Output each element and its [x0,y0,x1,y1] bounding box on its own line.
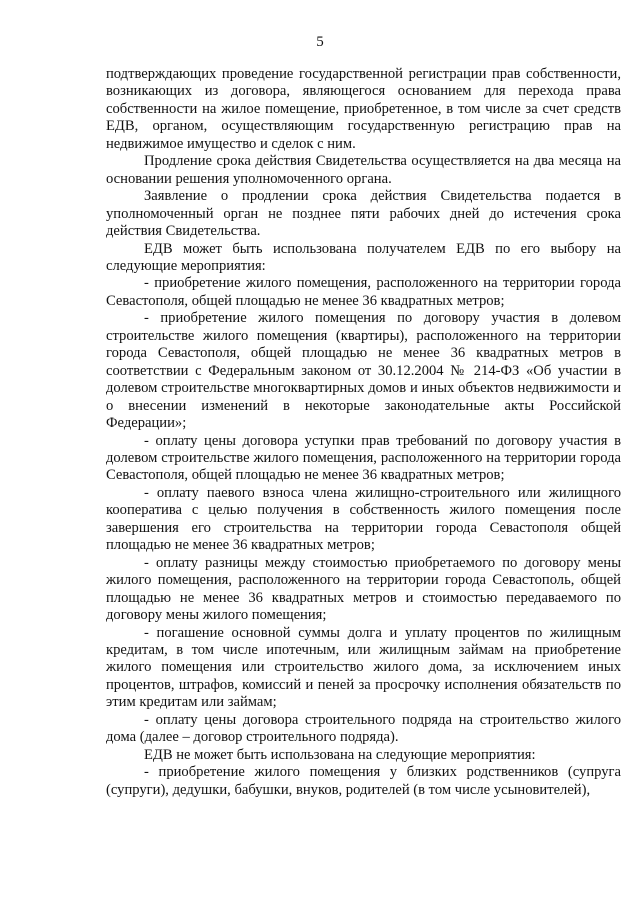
paragraph-certificate-extension: Продление срока действия Свидетельства осуществляется на два месяца на основании решения уполномоченного органа. [106,153,621,187]
paragraph-registration-continuation: подтверждающих проведение государственной регистрации прав собственности, возникающих из договора, являющегося основанием для перехода права собственности на жилое помещение, приобретенное, в том числе за счет средств ЕДВ, органом, осуществляющим государственную регистрацию прав на недвижимое имущество и сделок с ним. [106,66,621,152]
document-body [106,66,621,799]
list-item-assignment-of-rights: - оплату цены договора уступки прав требований по договору участия в долевом строительстве жилого помещения, расположенного на территории города Севастополя, общей площадью не менее 36 квадратных метров; [106,432,621,484]
list-item-shared-construction: - приобретение жилого помещения по договору участия в долевом строительстве жилого помещения (квартиры), расположенного на территории города Севастополя, общей площадью не менее 36 квадратных метров в соответствии с Федеральным законом от 30.12.2004 № 214-ФЗ «Об участии в долевом строительстве многоквартирных домов и иных объектов недвижимости и о внесении изменений в некоторые законодательные акты Российской Федерации»; [106,310,621,432]
list-item-purchase-from-relatives: - приобретение жилого помещения у близких родственников (супруга (супруги), дедушки, бабушки, внуков, родителей (в том числе усыновителей), [106,764,621,798]
list-item-loan-repayment: - погашение основной суммы долга и уплату процентов по жилищным кредитам, в том числе ипотечным, или жилищным займам на приобретение жилого помещения или строительство жилого дома, за исключением иных процентов, штрафов, комиссий и пеней за просрочку исполнения обязательств по этим кредитам или займам; [106,624,621,711]
paragraph-disallowed-uses-intro: ЕДВ не может быть использована на следующие мероприятия: [144,746,536,763]
list-item-purchase-dwelling: - приобретение жилого помещения, расположенного на территории города Севастополя, общей площадью не менее 36 квадратных метров; [106,275,621,309]
paragraph-extension-application: Заявление о продлении срока действия Свидетельства подается в уполномоченный орган не позднее пяти рабочих дней до истечения срока действия Свидетельства. [106,188,621,240]
list-item-cooperative-share: - оплату паевого взноса члена жилищно-строительного или жилищного кооператива с целью получения в собственность жилого помещения после завершения его строительства на территории города Севастополя общей площадью не менее 36 квадратных метров; [106,484,621,554]
page-number: 5 [316,34,324,50]
list-item-construction-contract: - оплату цены договора строительного подряда на строительство жилого дома (далее – договор строительного подряда). [106,711,621,746]
paragraph-allowed-uses-intro: ЕДВ может быть использована получателем ЕДВ по его выбору на следующие мероприятия: [106,240,621,274]
list-item-exchange-difference: - оплату разницы между стоимостью приобретаемого по договору мены жилого помещения, расположенного на территории города Севастополь, общей площадью не менее 36 квадратных метров и стоимостью передаваемого по договору мены жилого помещения; [106,554,621,624]
